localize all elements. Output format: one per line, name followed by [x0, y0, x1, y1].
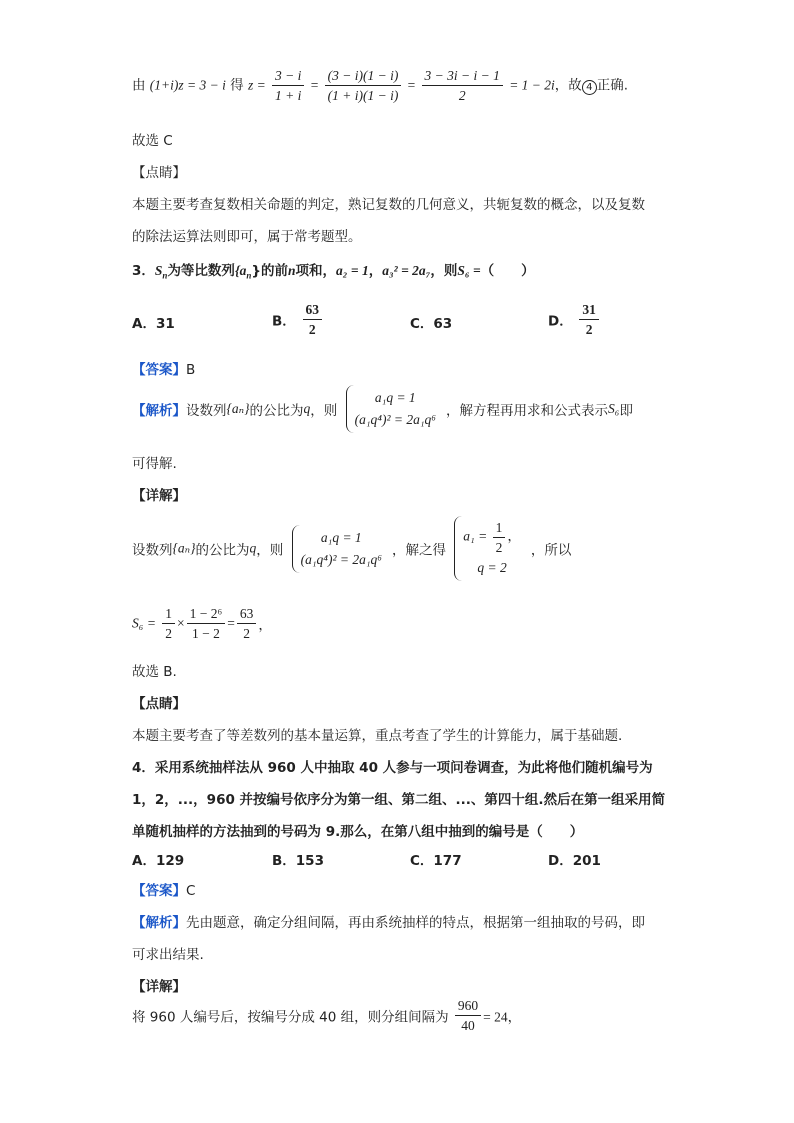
fraction: [272, 66, 304, 105]
operator: ×: [176, 615, 185, 631]
math: = 1 − 2i: [509, 77, 555, 93]
text: 即: [619, 403, 633, 419]
math: z =: [247, 77, 266, 93]
math: a₃² = 2a₇: [382, 263, 431, 278]
text: 项和，: [295, 263, 337, 279]
denominator: 1 + i: [275, 88, 302, 103]
equation: a₁q = 1: [320, 529, 362, 545]
math: (1+i)z = 3 − i: [149, 77, 226, 93]
fraction: [579, 300, 599, 339]
text: ，则: [430, 263, 458, 279]
denominator: 2: [585, 322, 593, 337]
math: a₁ =: [463, 528, 488, 544]
q4-analysis-line-2: 可求出结果.: [132, 947, 204, 963]
choose-c: 故选 C: [132, 133, 173, 149]
comment-line-2: 的除法运算法则即可，属于常考题型。: [132, 229, 362, 245]
detail-label: 【详解】: [132, 488, 186, 504]
denominator: (1 + i)(1 − i): [327, 88, 399, 103]
fraction: [455, 996, 481, 1035]
math: n: [288, 263, 296, 278]
equation: (a₁q⁴)² = 2a₁q⁶: [354, 412, 436, 427]
text: ，: [368, 263, 383, 279]
q4-detail: [132, 996, 521, 1035]
text: ，: [507, 528, 521, 544]
text: 的公比为: [195, 542, 250, 559]
option-label: B．: [272, 313, 296, 330]
text: 设数列: [132, 542, 173, 559]
q4-option-c: C．177: [410, 853, 462, 869]
denominator: 2: [243, 626, 250, 641]
numerator: 63: [303, 300, 323, 320]
comment-label: 【点睛】: [132, 696, 186, 712]
q4-detail-label: [132, 975, 186, 995]
answer-value: C: [186, 883, 196, 899]
circled-number: 4: [582, 80, 597, 95]
math: S: [154, 263, 163, 278]
text: 先由题意，确定分组间隔，再由系统抽样的特点，根据第一组抽取的号码，即: [186, 915, 645, 931]
option-label: D．: [548, 313, 573, 330]
q4-answer: [132, 879, 195, 899]
math: S₆ =: [457, 263, 481, 278]
math: a₂ = 1: [336, 263, 369, 278]
math: {aₙ}: [226, 401, 250, 416]
math: q: [249, 540, 257, 556]
text: ，: [258, 617, 272, 634]
q3-s6-computation: [132, 604, 272, 643]
analysis-label: 【解析】: [132, 403, 186, 419]
q3-choose: 故选 B.: [132, 664, 177, 680]
q4-stem-line-3: 单随机抽样的方法抽到的号码为 9.那么，在第八组中抽到的编号是（ ）: [132, 824, 584, 840]
math: S₆ =: [132, 615, 156, 631]
q3-comment-label: [132, 692, 186, 712]
fraction: [162, 604, 175, 643]
text: ，解之得: [392, 542, 446, 559]
detail-label: 【详解】: [132, 979, 186, 995]
text: ，解方程再用求和公式表示: [446, 403, 608, 419]
text: 正确.: [596, 77, 629, 94]
fraction: [187, 604, 226, 643]
text: }的前: [251, 263, 289, 279]
q3-detail-label: [132, 484, 186, 504]
q3-analysis: [132, 385, 633, 433]
text: 由: [132, 77, 146, 94]
q3-detail: [132, 516, 571, 581]
fraction: [237, 604, 257, 643]
math: {aₙ}: [172, 540, 196, 556]
fraction: [303, 300, 323, 339]
text: ，所以: [530, 542, 572, 559]
denominator: 1 − 2: [191, 626, 220, 641]
comment-line-1: 本题主要考查复数相关命题的判定，熟记复数的几何意义，共轭复数的概念，以及复数: [132, 197, 645, 213]
q4-option-b: B．153: [272, 853, 324, 869]
numerator: (3 − i)(1 − i): [325, 66, 402, 86]
fraction: [493, 518, 506, 557]
equation: (a₁q⁴)² = 2a₁q⁶: [300, 551, 382, 567]
subscript: n: [246, 270, 252, 281]
subscript: n: [162, 270, 168, 281]
solution-q: q = 2: [477, 560, 507, 575]
q3-option-c: C．63: [410, 316, 453, 332]
text: （ ）: [480, 263, 535, 279]
q4-analysis: [132, 911, 645, 931]
text: ，故: [554, 77, 582, 94]
comment-label: 【点睛】: [132, 165, 186, 181]
math: S₆: [608, 401, 620, 416]
q4-option-a: A．129: [132, 853, 185, 869]
numerator: 1 − 2⁶: [187, 604, 226, 624]
fraction: [422, 66, 503, 105]
q3-comment: 本题主要考查了等差数列的基本量运算，重点考查了学生的计算能力，属于基础题.: [132, 728, 623, 744]
denominator: 40: [461, 1018, 475, 1033]
text: ，则: [310, 403, 338, 419]
operator: =: [227, 615, 235, 631]
q4-stem-line-1: 4．采用系统抽样法从 960 人中抽取 40 人参与一项问卷调查，为此将他们随机编号为: [132, 760, 653, 776]
denominator: 2: [308, 322, 316, 337]
numerator: 3 − 3i − i − 1: [422, 66, 503, 86]
equation-system: [292, 525, 388, 573]
numerator: 31: [579, 300, 599, 320]
text: 得: [230, 77, 244, 94]
q3-option-a: A．31: [132, 316, 175, 332]
numerator: 960: [455, 996, 481, 1016]
text: 将 960 人编号后，按编号分成 40 组，则分组间隔为: [132, 1009, 449, 1026]
numerator: 1: [493, 518, 506, 538]
denominator: 2: [495, 540, 503, 555]
equation: a₁q = 1: [374, 390, 416, 405]
numerator: 3 − i: [272, 66, 304, 86]
fraction: [325, 66, 402, 105]
denominator: 2: [458, 88, 466, 103]
q3-answer: [132, 358, 195, 378]
solution-system: [454, 516, 527, 581]
denominator: 2: [165, 626, 172, 641]
numerator: 63: [237, 604, 257, 624]
solution-a1: [463, 518, 521, 557]
math: q: [303, 401, 311, 416]
text: = 24，: [483, 1009, 522, 1025]
q3-option-b: [272, 300, 324, 339]
line-complex-computation: 由 (1+i)z = 3 − i 得 z = $\frac{3 - i}{1 + i}$ = $\frac{(3 - i)(1 - i)}{(1 + i)(1 - i)}$ = $\frac{3 - 3i - i - 1}{2}$ = 1 − 2i，故 4 正确.: [132, 68, 629, 103]
q4-stem-line-2: 1，2，...，960 并按编号依序分为第一组、第二组、...、第四十组.然后在第一组采用简: [132, 792, 666, 808]
numerator: 1: [162, 604, 175, 624]
analysis-label: 【解析】: [132, 915, 186, 931]
answer-label: 【答案】: [132, 362, 186, 378]
answer-value: B: [186, 362, 196, 378]
q4-option-d: D．201: [548, 853, 601, 869]
text: ，则: [256, 542, 284, 559]
text: 为等比数列: [167, 263, 235, 279]
question-number: 3．: [132, 263, 155, 279]
q3-option-d: [548, 300, 601, 339]
math: {a: [234, 263, 247, 278]
answer-label: 【答案】: [132, 883, 186, 899]
text: 的公比为: [249, 403, 304, 419]
question-3-stem: [132, 259, 535, 281]
q3-analysis-line-2: 可得解.: [132, 456, 177, 472]
text: 设数列: [186, 403, 227, 419]
equation-system: [346, 385, 442, 433]
